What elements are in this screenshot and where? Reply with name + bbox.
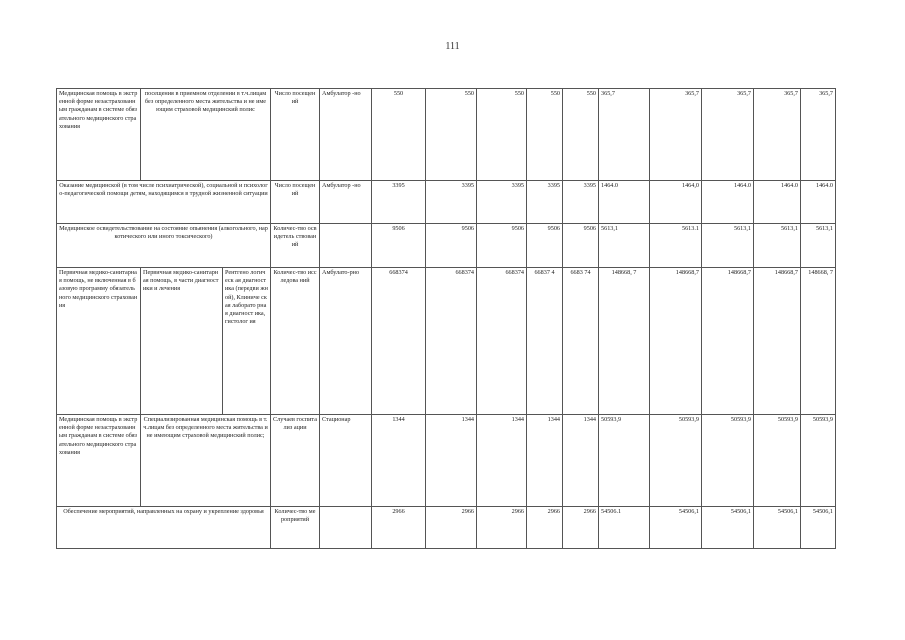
section-cell: Медицинская помощь в экстренной форме незастрахованным гражданам в системе обязательного медицинского страхования	[57, 89, 141, 181]
condition-cell	[320, 507, 372, 549]
cost-cell: 5613,1	[754, 224, 801, 268]
volume-cell: 550	[477, 89, 527, 181]
cost-cell: 5613,1	[702, 224, 754, 268]
volume-cell: 1344	[426, 415, 477, 507]
page-number: 111	[445, 41, 460, 52]
unit-cell: Количес-тво исследова ний	[271, 268, 320, 415]
cost-cell: 54506,1	[650, 507, 702, 549]
volume-cell: 3395	[426, 181, 477, 224]
volume-cell: 2966	[372, 507, 426, 549]
table-row	[57, 415, 836, 507]
cost-cell: 50593,9	[702, 415, 754, 507]
cost-cell: 365,7	[801, 89, 836, 181]
budget-table	[56, 88, 836, 549]
volume-cell: 550	[426, 89, 477, 181]
unit-cell: Случаев госпитализ ации	[271, 415, 320, 507]
cost-cell: 50593,9	[599, 415, 650, 507]
description-cell: Оказание медицинской (в том числе психиатрической), социальной и психолого-педагогической помощи детям, находящимся в трудной жизненной ситуации	[57, 181, 271, 224]
cost-cell: 148668, 7	[801, 268, 836, 415]
condition-cell: Стационар	[320, 415, 372, 507]
volume-cell: 2966	[477, 507, 527, 549]
volume-cell: 3395	[527, 181, 563, 224]
volume-cell: 9506	[426, 224, 477, 268]
volume-cell: 66837 4	[527, 268, 563, 415]
cost-cell: 365,7	[599, 89, 650, 181]
volume-cell: 9506	[372, 224, 426, 268]
cost-cell: 1464.0	[702, 181, 754, 224]
cost-cell: 148668,7	[702, 268, 754, 415]
volume-cell: 3395	[563, 181, 599, 224]
volume-cell: 550	[563, 89, 599, 181]
cost-cell: 50593,9	[801, 415, 836, 507]
volume-cell: 2966	[563, 507, 599, 549]
description-cell: Медицинское освидетельствование на состояние опьянения (алкогольного, наркотического или иного токсического)	[57, 224, 271, 268]
volume-cell: 9506	[527, 224, 563, 268]
section-cell: Первичная медико-санитарная помощь, не включенная в базовую программу обязательного медицинского страхования	[57, 268, 141, 415]
volume-cell: 2966	[426, 507, 477, 549]
description-cell: посещения в приемном отделении в т.ч.лицам без определенного места жительства и не имеющим страховой медицинский полис	[141, 89, 271, 181]
volume-cell: 9506	[477, 224, 527, 268]
cost-cell: 1464.0	[599, 181, 650, 224]
cost-cell: 365,7	[650, 89, 702, 181]
description-cell: Специализированная медицинская помощь в т.ч.лицам без определенного места жительства и не имеющим страховой медицинский полис;	[141, 415, 271, 507]
unit-cell: Число посещений	[271, 181, 320, 224]
table-row	[57, 224, 836, 268]
volume-cell: 1344	[527, 415, 563, 507]
cost-cell: 50593,9	[754, 415, 801, 507]
cost-cell: 54506.1	[599, 507, 650, 549]
volume-cell: 1344	[563, 415, 599, 507]
cost-cell: 1464.0	[801, 181, 836, 224]
cost-cell: 365,7	[702, 89, 754, 181]
cost-cell: 5613,1	[599, 224, 650, 268]
volume-cell: 668374	[477, 268, 527, 415]
volume-cell: 3395	[477, 181, 527, 224]
section-cell: Медицинская помощь в экстренной форме незастрахованным гражданам в системе обязательного медицинского страхования	[57, 415, 141, 507]
description-cell: Первичная медико-санитарная помощь, в части диагностики и лечения	[141, 268, 223, 415]
volume-cell: 2966	[527, 507, 563, 549]
cost-cell: 148668,7	[650, 268, 702, 415]
cost-cell: 50593,9	[650, 415, 702, 507]
volume-cell: 668374	[426, 268, 477, 415]
cost-cell: 148668, 7	[599, 268, 650, 415]
cost-cell: 365,7	[754, 89, 801, 181]
table-row	[57, 89, 836, 181]
unit-cell: Количес-тво освидетель ствований	[271, 224, 320, 268]
table-row	[57, 181, 836, 224]
condition-cell: Амбулато-рно	[320, 268, 372, 415]
cost-cell: 1464.0	[754, 181, 801, 224]
cost-cell: 5613,1	[801, 224, 836, 268]
volume-cell: 550	[527, 89, 563, 181]
table-row	[57, 268, 836, 415]
cost-cell: 148668,7	[754, 268, 801, 415]
unit-cell: Количес-тво мероприятий	[271, 507, 320, 549]
volume-cell: 1344	[372, 415, 426, 507]
subdescription-cell: Рентгено логическ ая диагност ика (передви жной), Клиниче ская лаборато рная диагност ика, гистолог ия	[223, 268, 271, 415]
cost-cell: 5613.1	[650, 224, 702, 268]
condition-cell: Амбулатор -но	[320, 181, 372, 224]
volume-cell: 9506	[563, 224, 599, 268]
cost-cell: 54506,1	[801, 507, 836, 549]
condition-cell: Амбулатор -но	[320, 89, 372, 181]
condition-cell	[320, 224, 372, 268]
cost-cell: 1464,0	[650, 181, 702, 224]
unit-cell: Число посещений	[271, 89, 320, 181]
volume-cell: 1344	[477, 415, 527, 507]
volume-cell: 6683 74	[563, 268, 599, 415]
volume-cell: 550	[372, 89, 426, 181]
volume-cell: 668374	[372, 268, 426, 415]
table-row	[57, 507, 836, 549]
cost-cell: 54506,1	[754, 507, 801, 549]
volume-cell: 3395	[372, 181, 426, 224]
description-cell: Обеспечение мероприятий, направленных на охрану и укрепление здоровья	[57, 507, 271, 549]
cost-cell: 54506,1	[702, 507, 754, 549]
